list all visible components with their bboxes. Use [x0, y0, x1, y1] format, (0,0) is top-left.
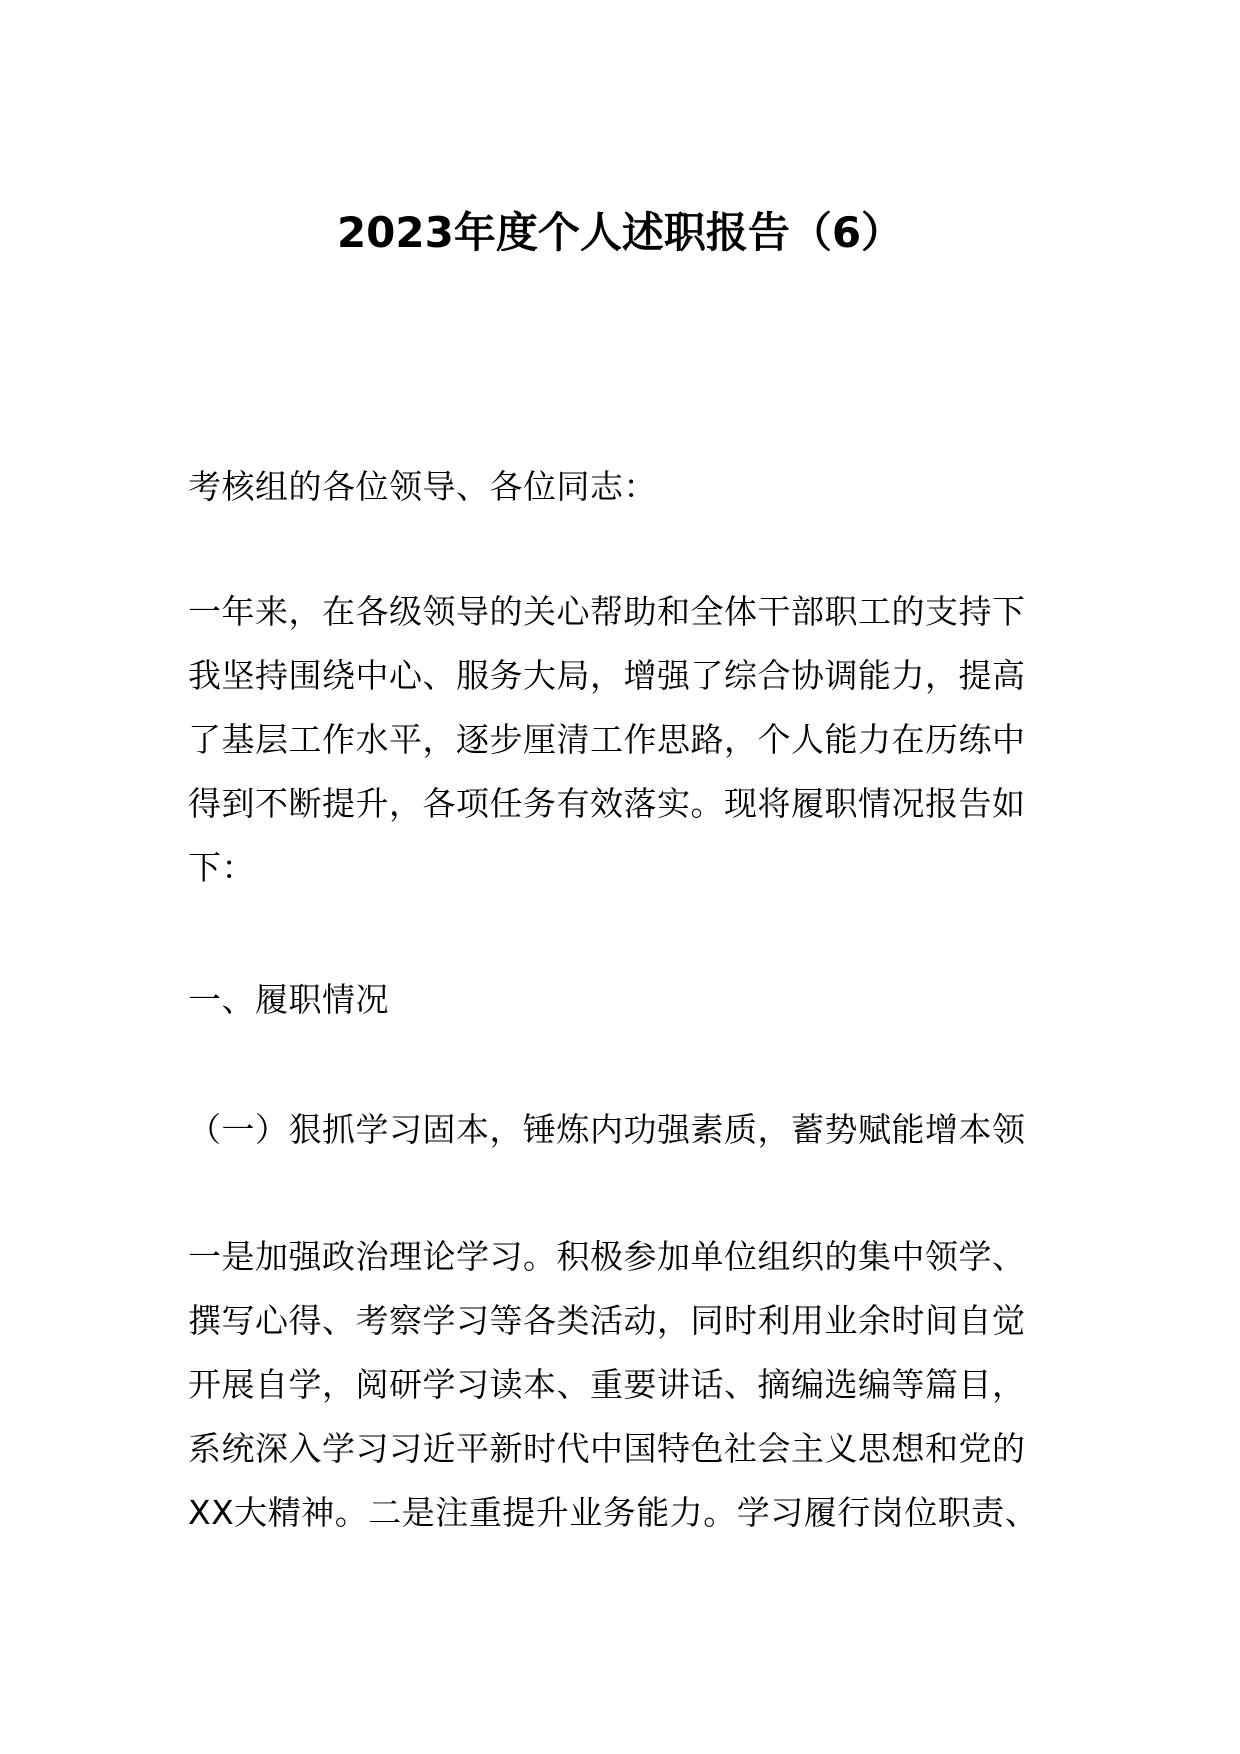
intro-line: 下：	[188, 848, 255, 887]
intro-line: 了基层工作水平，逐步厘清工作思路，个人能力在历练中	[188, 720, 1026, 759]
body-line: 撰写心得、考察学习等各类活动，同时利用业余时间自觉	[188, 1301, 1026, 1340]
salutation	[188, 455, 1060, 519]
body-line: XX大精神。二是注重提升业务能力。学习履行岗位职责、	[188, 1493, 1039, 1532]
subsection-heading-text: （一）狠抓学习固本，锤炼内功强素质，蓄势赋能增本领	[188, 1110, 1026, 1149]
intro-line: 一年来，在各级领导的关心帮助和全体干部职工的支持下	[188, 592, 1026, 631]
subsection-heading	[188, 1098, 1060, 1162]
body-line: 一是加强政治理论学习。积极参加单位组织的集中领学、	[188, 1237, 1026, 1276]
section-heading	[188, 968, 1060, 1032]
intro-line: 得到不断提升，各项任务有效落实。现将履职情况报告如	[188, 784, 1026, 823]
body-line: 系统深入学习习近平新时代中国特色社会主义思想和党的	[188, 1429, 1026, 1468]
intro-paragraph	[188, 580, 1060, 900]
section-heading-text: 一、履职情况	[188, 980, 389, 1019]
intro-line: 我坚持围绕中心、服务大局，增强了综合协调能力，提高	[188, 656, 1026, 695]
body-paragraph	[188, 1225, 1060, 1545]
salutation-line: 考核组的各位领导、各位同志：	[188, 467, 657, 506]
document-title: 2023年度个人述职报告（6）	[336, 208, 904, 257]
body-line: 开展自学，阅研学习读本、重要讲话、摘编选编等篇目，	[188, 1365, 1026, 1404]
